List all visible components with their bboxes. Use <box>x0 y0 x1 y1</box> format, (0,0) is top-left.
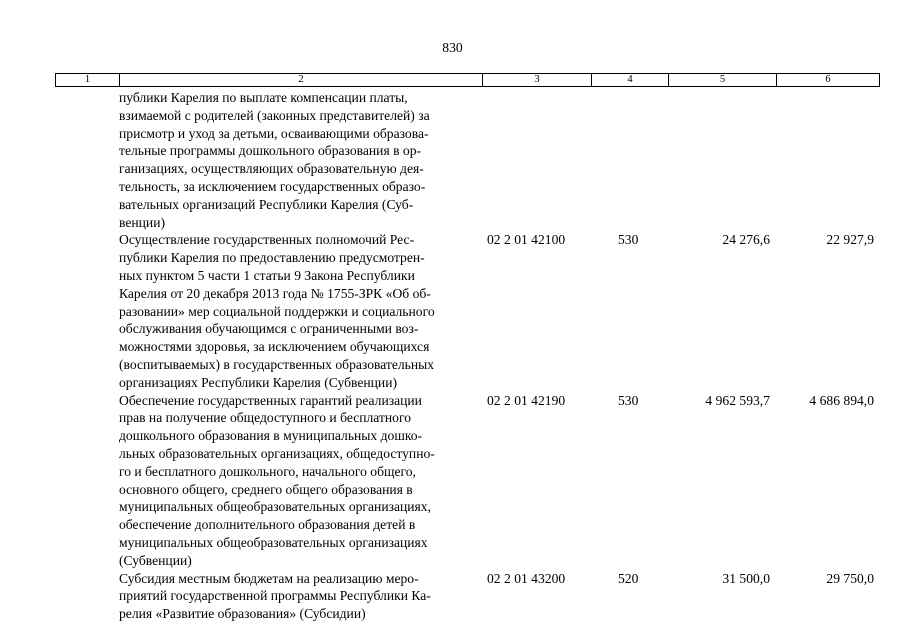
row-kind: 520 <box>618 570 639 586</box>
row-sum-col5: 31 500,0 <box>722 570 770 586</box>
row-sum-col5: 24 276,6 <box>722 232 770 248</box>
table-header <box>55 73 880 87</box>
column-header-2: 2 <box>120 74 483 86</box>
column-header-1: 1 <box>56 74 120 86</box>
table-row <box>55 231 880 391</box>
row-description: Осуществление государственных полномочий Рес- публики Карелия по предоставлению предусмотрен- ных пунктом 5 части 1 статьи 9 Закона Республики Карелия от 20 декабря 2013 года № 1755-ЗРК «Об об- разовании» мер социальной поддержки и социального обслуживания обучающимся с ограниченными воз- можностями здоровья, за исключением обучающихся (воспитываемых) в государственных образовательных организациях Республики Карелия (Субвенции) <box>119 232 435 390</box>
row-sum-col6: 29 750,0 <box>826 570 874 586</box>
table-row <box>55 570 880 623</box>
row-code: 02 2 01 42100 <box>487 232 566 248</box>
row-sum-col6: 22 927,9 <box>826 232 874 248</box>
column-header-5: 5 <box>669 74 777 86</box>
table-body <box>55 89 880 623</box>
row-code: 02 2 01 42190 <box>487 392 566 408</box>
column-header-6: 6 <box>825 74 831 85</box>
row-kind: 530 <box>618 392 639 408</box>
row-sum-col5: 4 962 593,7 <box>705 392 770 408</box>
row-sum-col6: 4 686 894,0 <box>809 392 874 408</box>
row-kind: 530 <box>618 232 639 248</box>
table-row <box>55 392 880 570</box>
row-description: Субсидия местным бюджетам на реализацию меро- приятий государственной программы Республики Ка- релия «Развитие образования» (Субсидии) <box>119 570 431 622</box>
row-description: Обеспечение государственных гарантий реализации прав на получение общедоступного и бесплатного дошкольного образования в муниципальных дошко- льных образовательных организациях, общедоступно- го и бесплатного дошкольного, начального общего, основного общего, среднего общего образования в муниципальных общеобразовательных организациях, обеспечение дополнительного образования детей в муниципальных общеобразовательных организациях (Субвенции) <box>119 392 435 568</box>
page-number: 830 <box>442 40 463 55</box>
column-header-4: 4 <box>592 74 669 86</box>
column-header-3: 3 <box>483 74 592 86</box>
row-description: публики Карелия по выплате компенсации платы, взимаемой с родителей (законных представителей) за присмотр и уход за детьми, осваивающими образова- тельные программы дошкольного образования в ор- ганизациях, осуществляющих образовательную дея- тельность, за исключением государственных образо- вательных организаций Республики Карелия (Суб- венции) <box>119 90 430 230</box>
table-row <box>55 89 880 231</box>
row-code: 02 2 01 43200 <box>487 570 566 586</box>
